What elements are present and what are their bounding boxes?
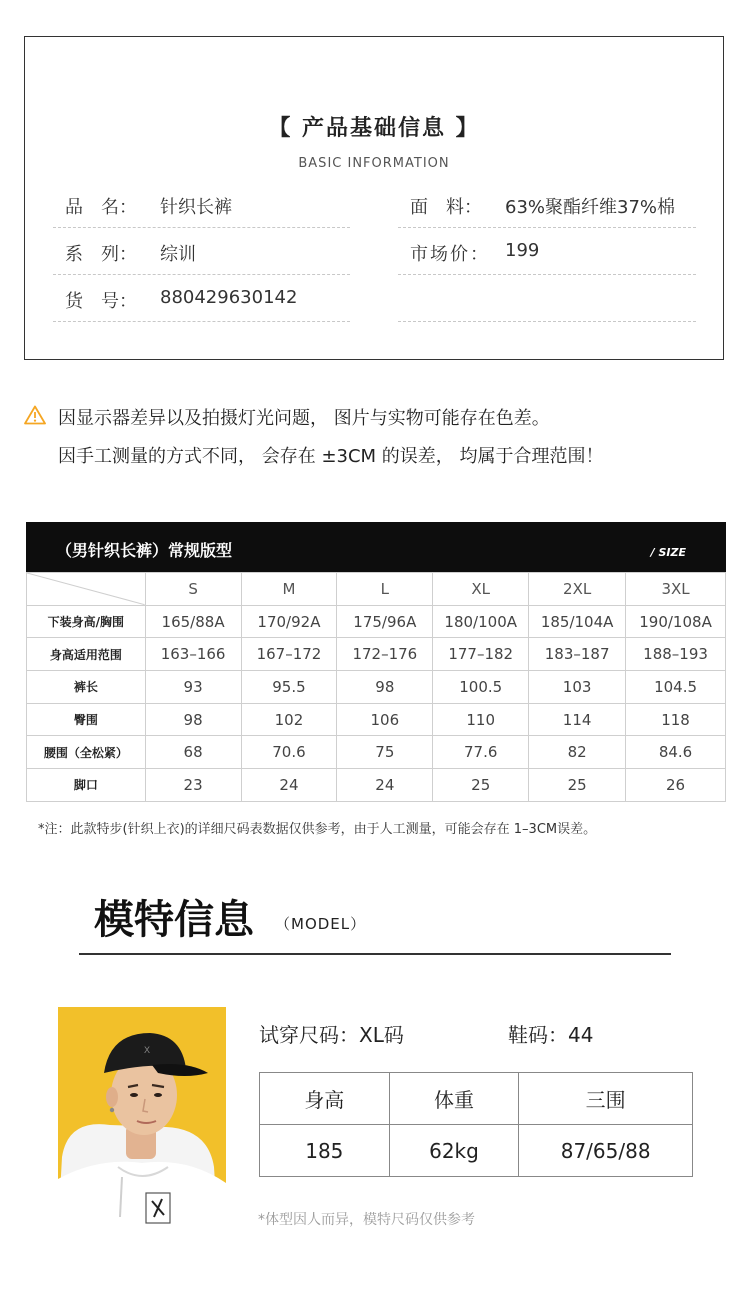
table-cell: 102 [241, 703, 337, 736]
info-row-series [53, 229, 350, 275]
size-col-xl: XL [433, 573, 529, 606]
table-cell: 77.6 [433, 736, 529, 769]
notice-line-1: 因显示器差异以及拍摄灯光问题， 图片与实物可能存在色差。 [58, 408, 550, 429]
table-cell: 172–176 [337, 638, 433, 671]
table-cell: 98 [145, 703, 241, 736]
table-cell: 25 [529, 769, 626, 802]
size-row-header [27, 573, 726, 606]
table-row [27, 703, 726, 736]
table-cell: 170/92A [241, 605, 337, 638]
size-table-title: （男针织长裤）常规版型 [56, 541, 233, 560]
basic-info-panel [24, 36, 724, 360]
name-label: 品 名： [65, 197, 137, 218]
size-table-note: *注：此款特步(针织上衣)的详细尺码表数据仅供参考，由于人工测量，可能会存在 1–3CM误差。 [38, 822, 597, 837]
table-cell: 84.6 [626, 736, 726, 769]
table-row [260, 1125, 693, 1177]
info-row-sku [53, 276, 350, 322]
table-cell: 175/96A [337, 605, 433, 638]
table-cell: 118 [626, 703, 726, 736]
table-row [260, 1073, 693, 1125]
table-cell: 98 [337, 671, 433, 704]
svg-text:X: X [144, 1045, 151, 1055]
row-label: 裤长 [27, 671, 146, 704]
table-row [27, 605, 726, 638]
size-col-m: M [241, 573, 337, 606]
model-section-title: 模特信息 [94, 897, 254, 943]
table-row [27, 671, 726, 704]
basic-info-title: 【 产品基础信息 】 [268, 116, 480, 141]
info-row-empty [398, 276, 696, 322]
table-cell: 183–187 [529, 638, 626, 671]
table-cell: 100.5 [433, 671, 529, 704]
table-cell: 106 [337, 703, 433, 736]
table-cell: 163–166 [145, 638, 241, 671]
table-row [27, 736, 726, 769]
table-row [27, 769, 726, 802]
fabric-label: 面 料： [410, 197, 482, 218]
measure-height: 185 [260, 1125, 390, 1177]
measure-header-weight: 体重 [389, 1073, 519, 1125]
price-label: 市场价： [410, 244, 490, 265]
measure-header-height: 身高 [260, 1073, 390, 1125]
model-divider [79, 953, 671, 955]
size-table-corner [27, 573, 146, 606]
table-cell: 26 [626, 769, 726, 802]
row-label: 腰围（全松紧） [27, 736, 146, 769]
table-cell: 165/88A [145, 605, 241, 638]
series-value: 综训 [160, 244, 196, 265]
size-col-2xl: 2XL [529, 573, 626, 606]
size-table [26, 572, 726, 802]
model-photo [58, 1007, 226, 1231]
table-cell: 114 [529, 703, 626, 736]
table-cell: 95.5 [241, 671, 337, 704]
size-col-l: L [337, 573, 433, 606]
table-cell: 25 [433, 769, 529, 802]
model-fit-size: 试穿尺码：XL码 [259, 1023, 404, 1047]
row-label: 脚口 [27, 769, 146, 802]
table-cell: 24 [337, 769, 433, 802]
model-note: *体型因人而异，模特尺码仅供参考 [258, 1212, 475, 1228]
size-table-header [26, 522, 726, 572]
info-row-price [398, 229, 696, 275]
table-cell: 110 [433, 703, 529, 736]
table-cell: 23 [145, 769, 241, 802]
table-cell: 167–172 [241, 638, 337, 671]
size-col-3xl: 3XL [626, 573, 726, 606]
name-value: 针织长裤 [160, 197, 232, 218]
table-cell: 75 [337, 736, 433, 769]
size-col-s: S [145, 573, 241, 606]
measure-bwh: 87/65/88 [519, 1125, 693, 1177]
table-row [27, 638, 726, 671]
table-cell: 103 [529, 671, 626, 704]
sku-label: 货 号： [65, 291, 137, 312]
table-cell: 177–182 [433, 638, 529, 671]
table-cell: 24 [241, 769, 337, 802]
measure-header-bwh: 三围 [519, 1073, 693, 1125]
fabric-value: 63%聚酯纤维37%棉 [505, 197, 676, 218]
info-row-fabric [398, 182, 696, 228]
table-cell: 185/104A [529, 605, 626, 638]
sku-value: 880429630142 [160, 287, 298, 308]
model-measure-table [259, 1072, 693, 1177]
table-cell: 70.6 [241, 736, 337, 769]
table-cell: 188–193 [626, 638, 726, 671]
price-value: 199 [505, 240, 540, 261]
model-section-subtitle: （MODEL） [275, 915, 367, 933]
model-photo-illustration [58, 1007, 226, 1231]
table-cell: 93 [145, 671, 241, 704]
size-table-unit: / SIZE [650, 546, 686, 559]
notice-line-2: 因手工测量的方式不同， 会存在 ±3CM 的误差， 均属于合理范围！ [58, 446, 604, 467]
basic-info-subtitle: BASIC INFORMATION [298, 156, 450, 171]
table-cell: 190/108A [626, 605, 726, 638]
warning-triangle-icon [24, 405, 46, 425]
measure-weight: 62kg [389, 1125, 519, 1177]
table-cell: 68 [145, 736, 241, 769]
model-shoe-size: 鞋码：44 [508, 1023, 594, 1047]
row-label: 臀围 [27, 703, 146, 736]
info-row-name [53, 182, 350, 228]
series-label: 系 列： [65, 244, 137, 265]
row-label: 身高适用范围 [27, 638, 146, 671]
table-cell: 82 [529, 736, 626, 769]
table-cell: 180/100A [433, 605, 529, 638]
table-cell: 104.5 [626, 671, 726, 704]
row-label: 下装身高/胸围 [27, 605, 146, 638]
